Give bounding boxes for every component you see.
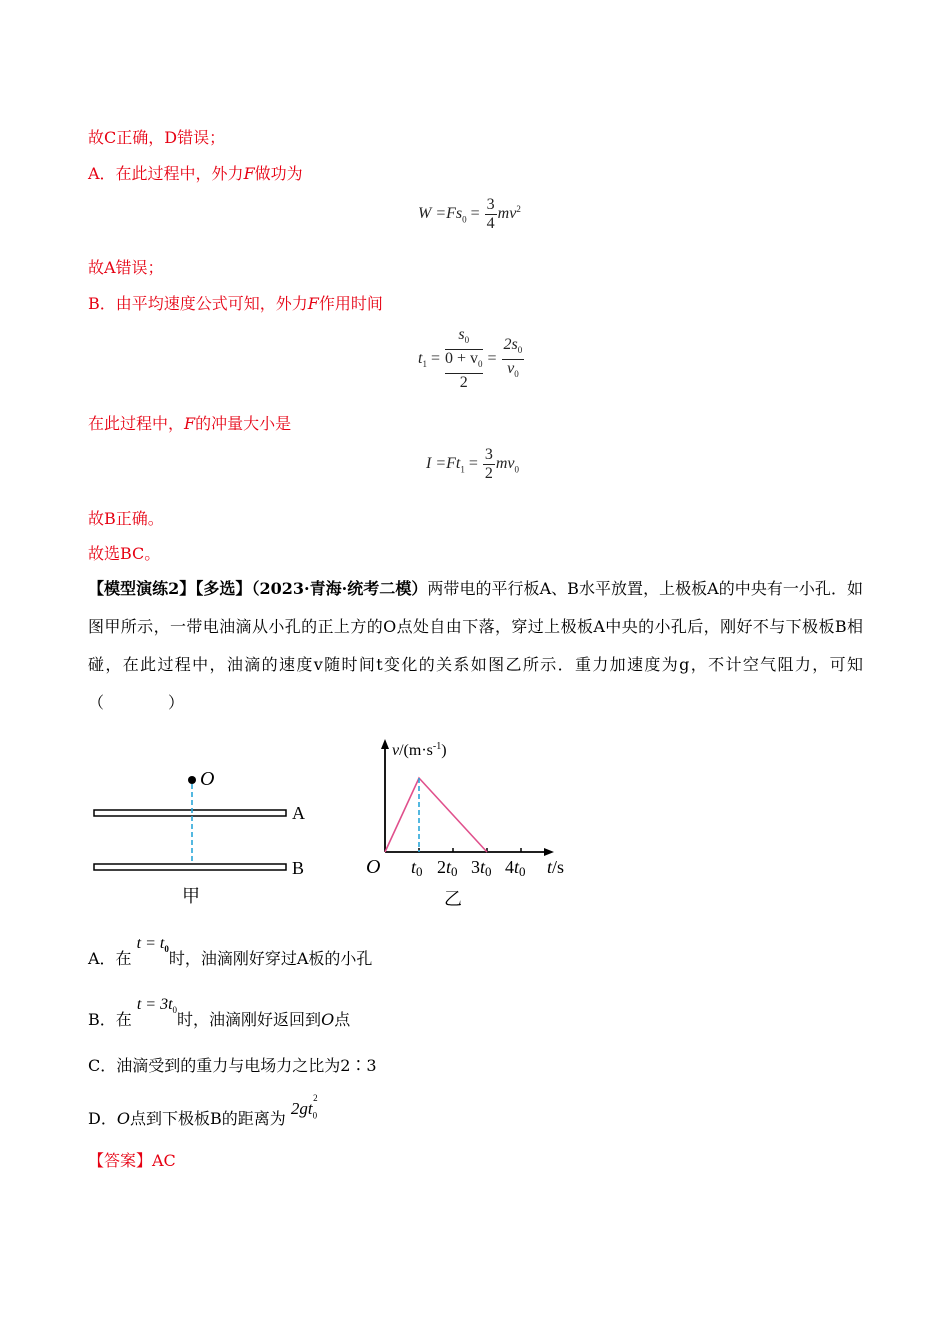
eq-sup: 2	[516, 203, 521, 214]
eq-sub: 0	[462, 214, 467, 225]
eq-mid: =Fs	[435, 205, 463, 223]
eq-mid: =Ft	[435, 455, 461, 473]
eq-rhs: mv	[497, 205, 517, 223]
option-label: A．在	[88, 949, 132, 968]
eq-sub: 0	[514, 464, 520, 475]
option-text: 时，油滴刚好穿过A板的小孔	[168, 949, 373, 968]
eq-lhs: I	[426, 455, 432, 473]
problem-text: 两带电的平行板A、B水平放置，上极板A的中央有一小孔．如图甲所示，一带电油滴从小孔的正上方的O点处自由下落，穿过上极板A中央的小孔后，刚好不与下极板B相碰，在此过程中，油滴的速度v随时间t变化的关系如图乙所示．重力加速度为g，不计空气阻力，可知（ ）	[88, 579, 863, 712]
plate-a	[94, 810, 286, 816]
eq-sub: 1	[460, 464, 465, 475]
option-math: $t = 3t_0$	[136, 996, 178, 1016]
equation-time: $t_1$ = $s_0$ $0 + v_0$ 2 = $\frac{2s_0}{v_0}$	[418, 326, 523, 392]
point-o-label: O	[200, 768, 215, 790]
velocity-line	[385, 778, 487, 852]
solution-line-a	[88, 164, 303, 184]
text: 的冲量大小是	[195, 414, 292, 433]
point-o-symbol: O	[321, 1010, 335, 1029]
problem-tag: 【多选】	[195, 579, 252, 598]
option-math: $t = t_0$	[136, 935, 169, 955]
plate-b	[94, 864, 286, 870]
option-text: 点到下极板B的距离为	[129, 1108, 286, 1128]
x-tick-label: t0	[411, 857, 423, 879]
x-tick-label: 2t0	[437, 857, 458, 879]
figure-caption: 甲	[182, 886, 200, 906]
point-o-symbol: O	[116, 1108, 130, 1128]
equation-impulse: $I =Ft_1$ = $\frac{3}{2}$ $mv_0$	[426, 446, 520, 482]
text: 作用时间	[318, 294, 383, 313]
eq-fraction: $\frac{3}{4}$	[486, 196, 495, 232]
text: A．在此过程中，外力	[88, 164, 244, 183]
force-symbol: F	[307, 294, 319, 313]
eq-rhs: mv	[495, 455, 515, 473]
solution-line-cd: 故C正确，D错误；	[88, 128, 226, 147]
answer: 【答案】AC	[88, 1151, 176, 1170]
figure-caption: 乙	[444, 889, 462, 909]
option-c: C．油滴受到的重力与电场力之比为2∶3	[88, 1056, 377, 1075]
eq-sub: 1	[422, 359, 427, 370]
origin-label: O	[366, 856, 381, 878]
eq-lhs: t	[418, 349, 423, 367]
text: B．由平均速度公式可知，外力	[88, 294, 308, 313]
option-text: 点	[334, 1010, 351, 1029]
solution-line-b-right: 故B正确。	[88, 509, 164, 528]
problem-source: （2023·青海·统考二模）	[251, 579, 428, 598]
option-text: 时，油滴刚好返回到	[177, 1010, 322, 1029]
solution-line-a-wrong: 故A错误；	[88, 258, 164, 277]
option-d	[88, 1094, 322, 1128]
x-tick-label: 3t0	[471, 857, 492, 879]
eq-lhs: W	[418, 205, 432, 223]
x-axis-arrow	[544, 848, 554, 856]
option-label: D．	[88, 1108, 117, 1128]
eq-fraction: $\frac{3}{2}$	[484, 446, 493, 482]
y-axis-arrow	[381, 739, 389, 749]
eq-fraction-1: $s_0$ $0 + v_0$ 2	[444, 326, 483, 392]
figure-vt-graph	[360, 735, 580, 915]
figure-plates	[80, 760, 320, 910]
point-o-dot	[188, 776, 196, 784]
text: 做功为	[254, 164, 303, 183]
force-symbol: F	[184, 414, 196, 433]
option-b	[88, 996, 350, 1036]
option-label: B．在	[88, 1010, 132, 1029]
eq-fraction-2: $\frac{2s_0}{v_0}$	[503, 335, 523, 379]
problem-tag: 【模型演练2】	[88, 579, 196, 598]
solution-line-impulse	[88, 414, 291, 434]
option-math: $2gt_0^2$	[290, 1093, 318, 1121]
plate-a-label: A	[292, 803, 305, 823]
text: 在此过程中，	[88, 414, 185, 433]
x-tick-label: 4t0	[505, 857, 526, 879]
plate-b-label: B	[292, 858, 305, 878]
option-a	[88, 935, 372, 975]
solution-line-choose: 故选BC。	[88, 544, 161, 563]
force-symbol: F	[243, 164, 255, 183]
x-axis-label: t/s	[547, 857, 565, 877]
equation-work: $W =Fs_0$ = $\frac{3}{4}$ $mv^2$	[418, 196, 521, 232]
solution-line-b	[88, 294, 383, 314]
y-axis-label: $v/(m\cdot s^{-1})$	[392, 741, 447, 759]
problem-statement	[88, 570, 863, 722]
